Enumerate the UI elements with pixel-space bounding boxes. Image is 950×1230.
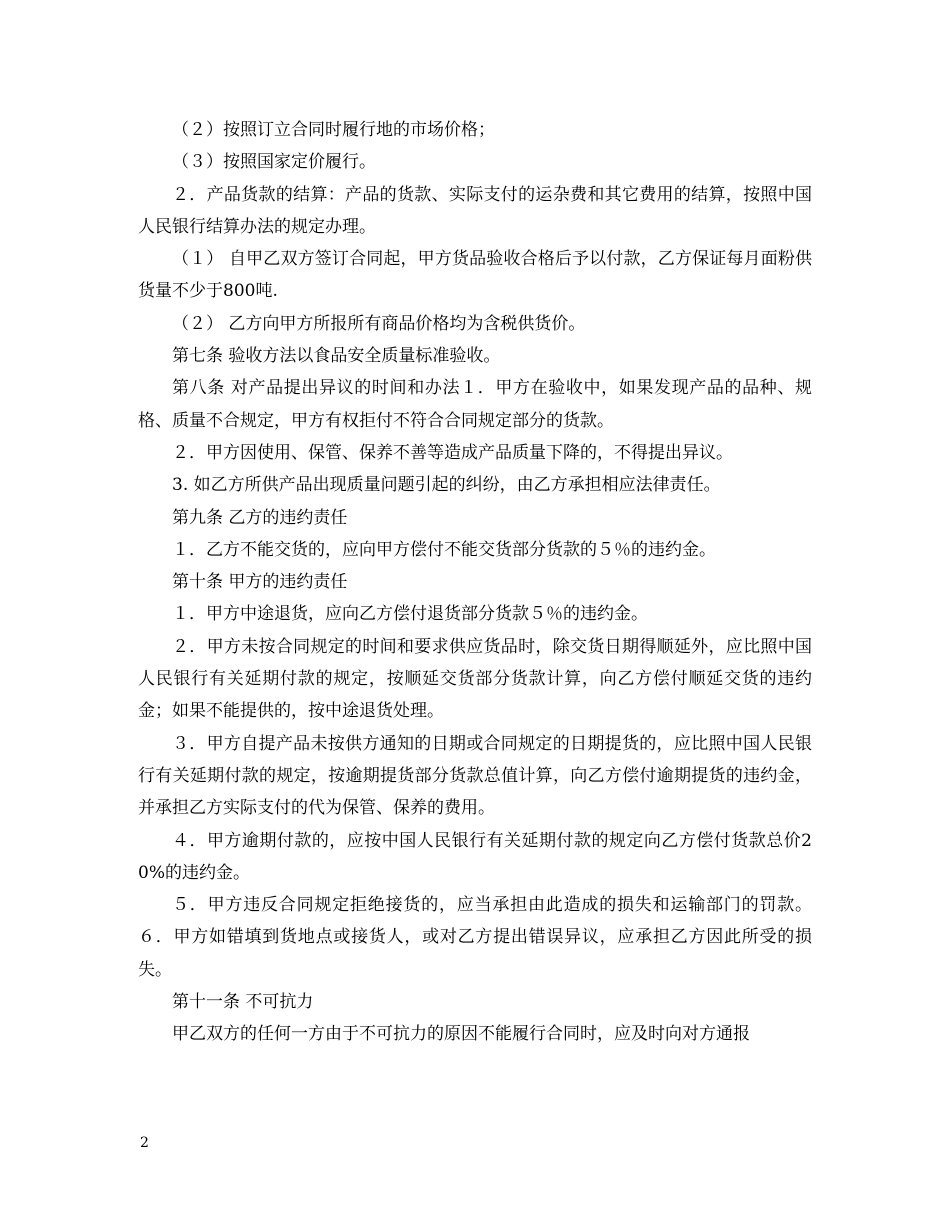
section-heading: 第七条 验收方法以食品安全质量标准验收。 [172,346,501,367]
page-number: 2 [140,1135,149,1151]
paragraph: ５．甲方违反合同规定拒绝接货的，应当承担由此造成的损失和运输部门的罚款。 ６．甲方如错填到货地点或接货人，或对乙方提出错误异议，应承担乙方因此所受的损失。 [138,895,818,980]
paragraph: （２）按照订立合同时履行地的市场价格； [172,120,495,140]
paragraph: ３．甲方自提产品未按供方通知的日期或合同规定的日期提货的，应比照中国人民银行有关延期付款的规定，按逾期提货部分货款总值计算，向乙方偿付逾期提货的违约金，并承担乙方实际支付的代为保管、保养的费用。 [138,733,812,819]
paragraph: 甲乙双方的任何一方由于不可抗力的原因不能履行合同时，应及时向对方通报 [172,1024,750,1045]
paragraph: ２．甲方因使用、保管、保养不善等造成产品质量下降的，不得提出异议。 [172,442,733,463]
paragraph: 3. 如乙方所供产品出现质量问题引起的纠纷，由乙方承担相应法律责任。 [172,475,721,496]
section-heading: 第九条 乙方的违约责任 [172,507,348,528]
paragraph: ２．甲方未按合同规定的时间和要求供应货品时，除交货日期得顺延外，应比照中国人民银行有关延期付款的规定，按顺延交货部分货款计算，向乙方偿付顺延交货的违约金；如果不能提供的，按中途退货处理。 [138,636,812,722]
paragraph: ４．甲方逾期付款的，应按中国人民银行有关延期付款的规定向乙方偿付货款总价20%的违约金。 [138,830,812,883]
document-body [138,114,818,1051]
section-heading: 第十条 甲方的违约责任 [172,572,348,593]
paragraph: １．甲方中途退货，应向乙方偿付退货部分货款５％的违约金。 [172,604,648,625]
paragraph: （３）按照国家定价履行。 [172,152,376,173]
section-heading: 第八条 对产品提出异议的时间和办法１．甲方在验收中，如果发现产品的品种、规格、质量不合规定，甲方有权拒付不符合合同规定部分的货款。 [138,378,812,431]
paragraph: ２．产品货款的结算：产品的货款、实际支付的运杂费和其它费用的结算，按照中国人民银行结算办法的规定办理。 [138,184,812,237]
section-heading: 第十一条 不可抗力 [172,992,314,1013]
paragraph: （２） 乙方向甲方所报所有商品价格均为含税供货价。 [172,313,586,334]
paragraph: １．乙方不能交货的，应向甲方偿付不能交货部分货款的５％的违约金。 [172,539,716,560]
paragraph: （１） 自甲乙双方签订合同起，甲方货品验收合格后予以付款，乙方保证每月面粉供货量不少于800吨. [138,249,812,302]
